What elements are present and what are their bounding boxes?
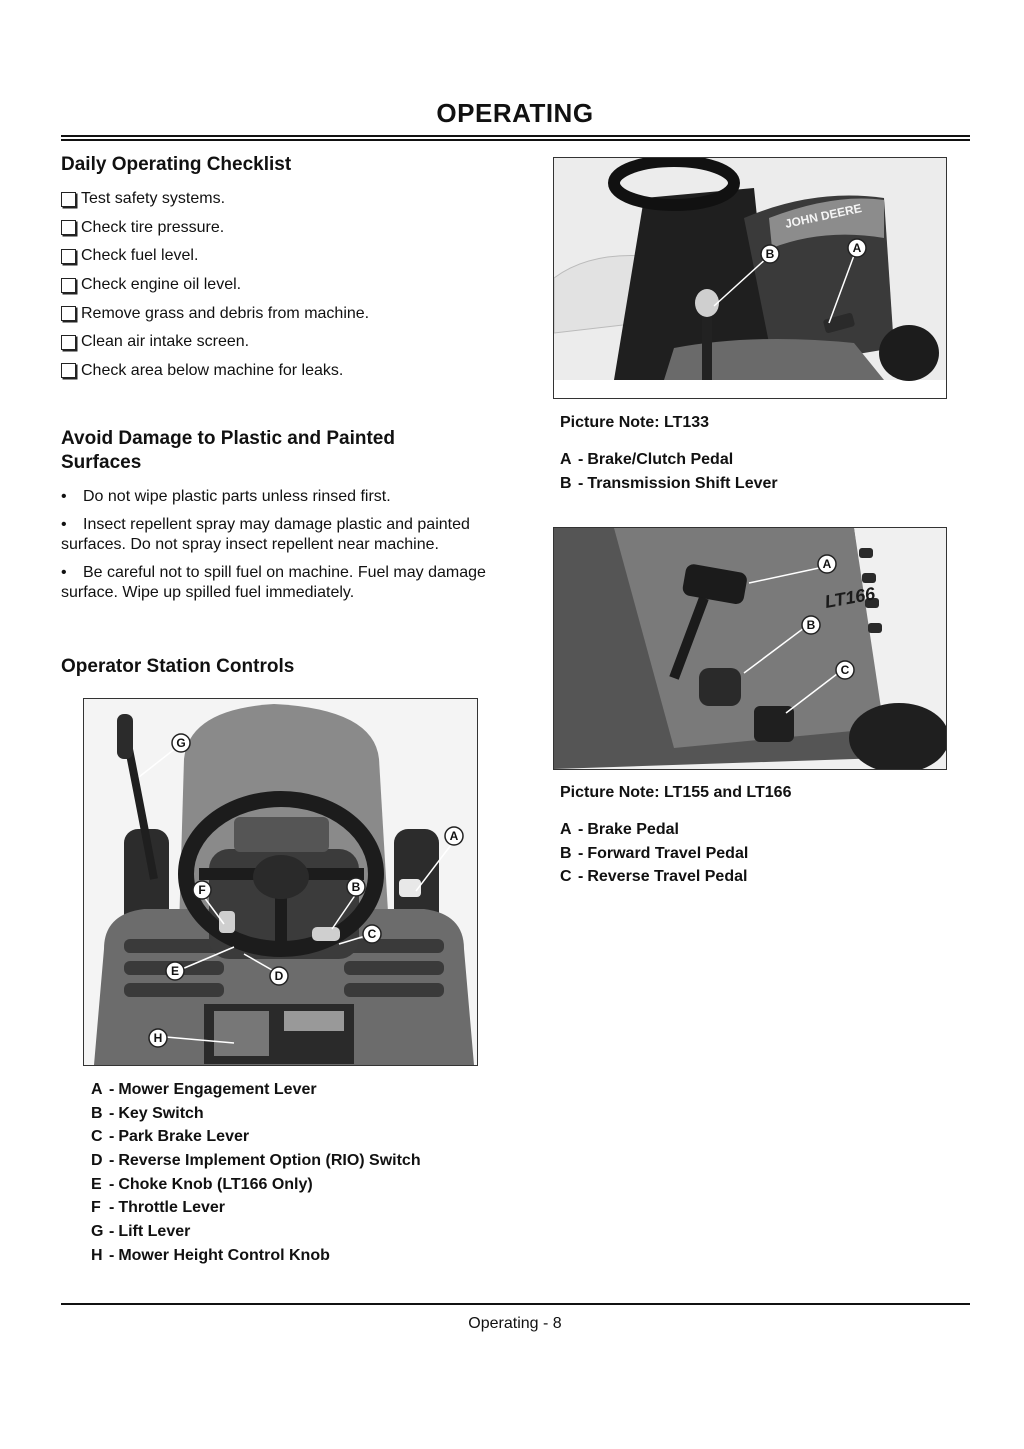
checklist-item-label: Remove grass and debris from machine. xyxy=(81,304,370,322)
legend-item xyxy=(91,1078,421,1102)
legend-key: H xyxy=(91,1246,103,1264)
checklist-item xyxy=(61,271,369,300)
legend-label: Brake/Clutch Pedal xyxy=(587,451,734,468)
callout-label: E xyxy=(170,964,180,978)
legend-separator: - xyxy=(109,1104,115,1122)
legend-separator: - xyxy=(109,1223,115,1241)
legend-separator: - xyxy=(109,1246,115,1264)
legend-separator: - xyxy=(578,474,584,492)
list-item xyxy=(61,563,501,603)
lt133-legend xyxy=(560,448,778,495)
avoid-damage-heading-line2: Surfaces xyxy=(61,452,142,473)
checklist-item-label: Check fuel level. xyxy=(81,247,199,265)
legend-item xyxy=(91,1173,421,1197)
legend-key: E xyxy=(91,1175,102,1193)
legend-separator: - xyxy=(578,844,584,862)
legend-item xyxy=(560,472,778,496)
checklist-item xyxy=(61,357,369,386)
legend-key: A xyxy=(560,821,572,838)
legend-separator: - xyxy=(109,1175,115,1193)
legend-label: Key Switch xyxy=(118,1104,204,1122)
operator-station-heading: Operator Station Controls xyxy=(61,656,295,677)
list-item xyxy=(61,487,501,507)
list-item xyxy=(61,515,501,555)
lt155-legend xyxy=(560,818,748,889)
legend-key: D xyxy=(91,1152,103,1170)
checklist-heading: Daily Operating Checklist xyxy=(61,154,292,175)
callout-label: B xyxy=(765,247,775,261)
legend-item xyxy=(560,865,748,889)
checklist-item-label: Test safety systems. xyxy=(81,190,226,208)
avoid-damage-heading xyxy=(61,427,395,475)
page-number: Operating - 8 xyxy=(468,1315,562,1332)
legend-item xyxy=(91,1220,421,1244)
legend-item xyxy=(91,1125,421,1149)
legend-key: C xyxy=(91,1128,103,1146)
legend-separator: - xyxy=(578,868,584,886)
legend-key: B xyxy=(560,474,572,492)
legend-label: Forward Travel Pedal xyxy=(587,844,749,862)
callout-label: H xyxy=(153,1031,163,1045)
legend-separator: - xyxy=(578,821,584,838)
checkbox-icon xyxy=(61,335,76,350)
brand-text: JOHN DEERE xyxy=(783,201,863,231)
legend-item xyxy=(560,818,748,842)
legend-key: A xyxy=(560,451,572,468)
legend-label: Lift Lever xyxy=(118,1223,191,1241)
lt155-photo xyxy=(553,527,947,770)
checkbox-icon xyxy=(61,306,76,321)
legend-item xyxy=(560,448,778,472)
checklist-item xyxy=(61,185,369,214)
list-item-text: Insect repellent spray may damage plastic and painted surfaces. Do not spray insect repellent near machine. xyxy=(61,516,470,553)
legend-item xyxy=(91,1149,421,1173)
checkbox-icon xyxy=(61,192,76,207)
checklist-item xyxy=(61,242,369,271)
callout-label: B xyxy=(806,618,816,632)
legend-label: Park Brake Lever xyxy=(118,1128,250,1146)
legend-separator: - xyxy=(578,451,584,468)
legend-label: Reverse Implement Option (RIO) Switch xyxy=(118,1152,421,1170)
checklist-item xyxy=(61,299,369,328)
checklist-item xyxy=(61,328,369,357)
legend-separator: - xyxy=(109,1199,115,1217)
badge-text: LT166 xyxy=(823,583,877,612)
lt133-illustration xyxy=(554,158,946,398)
checklist-item-label: Check engine oil level. xyxy=(81,276,242,294)
lt155-picture-note: Picture Note: LT155 and LT166 xyxy=(560,784,792,801)
list-item-text: Be careful not to spill fuel on machine. Fuel may damage surface. Wipe up spilled fuel immediately. xyxy=(61,564,486,601)
operator-station-photo xyxy=(83,698,478,1066)
callout-label: G xyxy=(176,736,186,750)
callout-label: F xyxy=(198,883,206,897)
legend-label: Reverse Travel Pedal xyxy=(587,868,748,886)
page-title: OPERATING xyxy=(436,98,594,128)
footer-rule xyxy=(61,1303,970,1305)
checklist-item-label: Check tire pressure. xyxy=(81,218,225,236)
checkbox-icon xyxy=(61,363,76,378)
legend-label: Mower Height Control Knob xyxy=(118,1246,330,1264)
legend-item xyxy=(91,1102,421,1126)
callout-label: C xyxy=(840,663,850,677)
legend-label: Mower Engagement Lever xyxy=(118,1081,317,1098)
callout-label: A xyxy=(852,241,862,255)
lt155-illustration xyxy=(554,528,946,769)
callout-label: A xyxy=(449,829,459,843)
legend-label: Throttle Lever xyxy=(118,1199,226,1217)
callout-label: B xyxy=(351,880,361,894)
checkbox-icon xyxy=(61,278,76,293)
legend-separator: - xyxy=(109,1152,115,1170)
legend-key: G xyxy=(91,1223,104,1241)
legend-item xyxy=(91,1196,421,1220)
legend-key: B xyxy=(560,844,572,862)
legend-label: Choke Knob (LT166 Only) xyxy=(118,1175,313,1193)
header-rule-bottom xyxy=(61,139,970,141)
legend-label: Transmission Shift Lever xyxy=(587,474,778,492)
checklist-item-label: Check area below machine for leaks. xyxy=(81,361,344,379)
avoid-damage-list xyxy=(61,487,501,611)
checkbox-icon xyxy=(61,249,76,264)
legend-separator: - xyxy=(109,1128,115,1146)
avoid-damage-heading-line1: Avoid Damage to Plastic and Painted xyxy=(61,428,395,449)
header-rule-top xyxy=(61,135,970,137)
operator-station-legend xyxy=(91,1078,421,1268)
bullet-icon: • xyxy=(61,516,67,533)
legend-label: Brake Pedal xyxy=(587,821,679,838)
lt133-photo xyxy=(553,157,947,399)
callout-label: A xyxy=(822,557,832,571)
checklist-item-label: Clean air intake screen. xyxy=(81,333,250,351)
daily-checklist xyxy=(61,185,369,385)
legend-item xyxy=(560,842,748,866)
checkbox-icon xyxy=(61,220,76,235)
list-item-text: Do not wipe plastic parts unless rinsed first. xyxy=(83,488,391,505)
callout-label: D xyxy=(274,969,284,983)
legend-key: C xyxy=(560,868,572,886)
operator-station-illustration xyxy=(84,699,477,1065)
bullet-icon: • xyxy=(61,564,67,581)
bullet-icon: • xyxy=(61,488,67,505)
legend-key: A xyxy=(91,1081,103,1098)
callout-label: C xyxy=(367,927,377,941)
checklist-item xyxy=(61,214,369,243)
legend-separator: - xyxy=(109,1081,115,1098)
legend-key: B xyxy=(91,1104,103,1122)
legend-item xyxy=(91,1244,421,1268)
legend-key: F xyxy=(91,1199,101,1217)
lt133-picture-note: Picture Note: LT133 xyxy=(560,414,710,431)
